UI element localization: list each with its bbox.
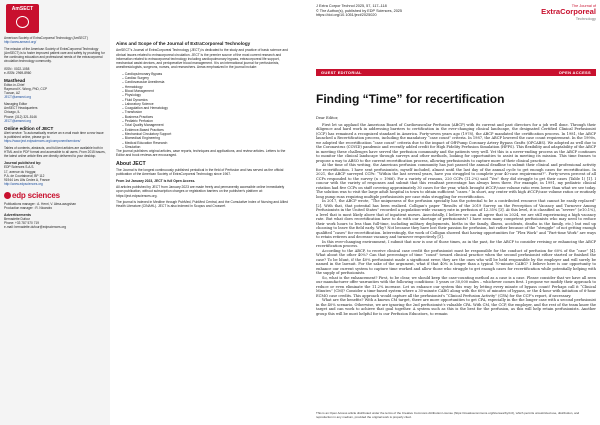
topic-item: – Biomedical Engineering <box>122 136 291 140</box>
topic-item: – Pediatric Perfusion <box>122 119 291 123</box>
paragraph: In 2017, the ABCP wrote, “The uniqueness of the perfusion specialty has the potential to be a contributed resource that cannot be easily replaced” [2]. With that, that potential has been realized. Colligan’s paper “Results of the 2019 Survey on the Perception of Vacancy and Turnover Among Perfusionists in the United States” recorded a population-wide vacancy rate in perfusion of 12.35% [3]. At this level, it is classified as “severe” (≥10.1%), a level that is most likely above that of inpatient nurses. Anecdotally, I believe we can all agree that in 2024, we are still experiencing a high vacancy rate. But what does recertification have to do with our shortage of perfusionists? I have seen many competent perfusionists who may need to reduce their work hours to less than full-time, including military deployments, births in the family, illness, accidents, deaths in the family, etc.) but end up choosing to leave the field early. Why? Not because they have lost their passion for perfusion, but rather because of the “struggle” of not getting enough qualified “cases” for recertification. Interestingly, the work of Colligan showed that having opportunities for “Flex Work” and “Part-time Work” are ways to retain retirees and decrease vacancy and turnover respectively [3]. <box>316 199 596 239</box>
topic-item: – Blood Management <box>122 89 291 93</box>
managing-editor-org: AmSECT Headquarters <box>4 106 38 111</box>
journal-logo-main: ExtraCorporeal <box>541 7 596 16</box>
edp-sciences-logo <box>4 192 106 199</box>
citation-line: J Extra Corpor Technol 2025, 57, 117–118 <box>316 4 387 8</box>
journal-sidebar <box>0 0 110 425</box>
production-manager: Production manager : R. Nicandro <box>4 206 53 210</box>
salutation: Dear Editor, <box>316 116 339 120</box>
published-by-heading: Journal published by: <box>4 161 42 166</box>
alert-service-text: Alert service: To automatically receive an e-mail each time a new issue is published online, please go to: <box>4 130 104 139</box>
publisher-address-3: 91944 Les Ulis Cedex A, France <box>4 177 50 182</box>
journal-logo-tech: Technology <box>575 16 596 21</box>
paragraph: First let us applaud the American Board of Cardiovascular Perfusion (ABCP) with its current and past directors for a job well done. Through their diligence and hard work in addressing barriers to certification in the ever-changing clinical landscape, the designated Certified Clinical Perfusionist (CCP) has remained a recognized standard in America. Forty-seven years ago (1978), the ABCP mandated the certification process. In 1981, the ABCP launched a Recertification process, including the mandatory “case count” criteria. In 1987, the ABCP lowered the case count requirement. In the 1990s, we adopted the recertification “case count” criteria due to the impact of Off-Pump Coronary Artery Bypass Grafts (OPCABS). We adopted as well due to the Coronavirus (COVID) pandemic and recently added credit for High Fidelity Perfusion Simulation (HFPS). This flexibility and adaptability of the ABCP in meeting these challenges have served the perfusion community and the patients very well. Yet this is a never-ending process as the ABCP continues to monitor the clinical landscape through surveys and other methods, looking for opportunities to assist in meeting its mission. This time frames to propose a way to ABSO to the current recertification process, allowing perfusionists to capture more of their clinical practice. <box>316 122 596 163</box>
editor-role: Editor-in-Chief <box>4 82 25 87</box>
topic-item: – Hematology <box>122 85 291 89</box>
managing-editor-city: Chicago, IL <box>4 110 21 115</box>
publisher-address-2: P.A. de Courtaboeuf, BP 112 <box>4 173 45 178</box>
doi-link[interactable]: https://doi.org/10.1051/ject/2025020 <box>316 13 377 18</box>
aims-intro: AmSECT's Journal of ExtraCorporeal Technology (JECT) is dedicated to the study and practice of basic science and clinical issues related to extracorporeal circulation. JECT is the premier source of the most current research and information related to extracorporeal technology including cardiopulmonary bypass, extracorporeal life support, mechanical assist devices, and perioperative blood management. It is an international journal for perfusionists, anesthesiologists, surgeons, nurses, and researchers. Areas emphasized in the journal include: <box>116 48 288 70</box>
org-name: American Society of ExtraCorporeal Technology (AmSECT) <box>4 36 88 40</box>
ads-contact-phone: Phone: +33 787 570 719 <box>4 221 40 226</box>
editor-email-link[interactable]: JECT@amsect.org <box>4 95 31 100</box>
paragraph: According to the ABCP, to receive clinical case credit the perfusionist must be responsible for the conduct of perfusion for 60% of the “case” [4]. What about the other 40%? Can that percentage of time “count” toward clinical practice when the second perfusionist either started or finished the case? To be blunt, if the 40% perfusionist made a significant error, they are the ones who will be held responsible by the employer and will surely be named in the lawsuit. For the sake of the argument, what if that 40% is longer than a typical 70-minute CABG? I believe here is our opportunity to enhance our current system to capture time worked and allow those who struggle to get enough cases for recertification while potentially helping with the supply of perfusionists. <box>316 248 596 275</box>
topic-item: – Physiology <box>122 93 291 97</box>
copyright-line: © The Author(s), published by EDP Sciences, 2025 <box>316 8 403 13</box>
amsect-logo <box>6 4 39 33</box>
topic-item: – Cardiopulmonary Bypass <box>122 72 291 76</box>
section-label: GUEST EDITORIAL <box>321 70 362 75</box>
open-access-label: OPEN ACCESS <box>558 70 591 75</box>
org-link[interactable]: http://www.amsect.org/ <box>4 40 37 45</box>
open-access-notice: From 1st January 2023, JECT is full Open Access. <box>116 178 196 183</box>
paragraph: At the time of this writing, the American perfusion community has just passed the annual deadline to submit their clinical and professional activity for recertification. I have sent perfusionists, myself included, almost until the last day of the annual cycle to get enough cases for recertification. In 2021, the ABCP surveyed CCPs: “Within the last several years, have you struggled to complete your 40-case requirement?”. Forty-seven percent of all CCPs responded to the survey (n = 1966). For a variety of reasons, 220 CCPs (11.2%) said “Yes” they did struggle to get their cases (Table 1) [1]. I concur with the variety of responses and submit that this resultant percentage has always been there. For example, in 1991, my pediatric clinical rotation had five CCPs on staff covering approximately 30 cases for the year, which brought #CCP/case volume ratio even lower than what we see today. The solution was to visit the large adult hospital in town to obtain sufficient “cases.” In short, any center with high #CCP/case volume ratios or routinely long pump runs requiring multiple perfusionists per case risks struggling for recertification. <box>316 163 596 199</box>
journal-logo <box>526 4 596 21</box>
masthead-heading: Masthead <box>4 77 26 83</box>
topic-item: – Business Practices <box>122 115 291 119</box>
about-text: The Journal is the longest continuously published periodical in the field of Perfusion and has served as the official publication of the American Society of ExtraCorporeal Technology since 1967. <box>116 168 284 177</box>
topic-item: – Evidence-Based Practices <box>122 128 291 132</box>
license-footer: This is an Open Access article distributed under the terms of the Creative Commons Attribution License (https://creativecommons.org/licenses/by/4.0), which permits unrestricted use, distribution, and reproduction in any medium, provided the original work is properly cited. <box>316 411 580 419</box>
topic-item: – Fluid Dynamics <box>122 98 291 102</box>
editor-name: Raymond K. Wong, PhD, CCP <box>4 86 48 91</box>
topic-item: – Transfusion <box>122 110 291 114</box>
paragraph: So, what is the enhancement? First, to be clear, we should keep the case-counting method as a case is a case. Please consider that we have all seen our manufacturer offer warranties with the following conditions: 5 years or 30,000 miles – whichever comes first. I propose we modify their approach to reduce or even eliminate the 11.2% increase. Let us enhance our system this way: by letting every minute of bypass count! Perhaps call it “Clinical Minutes” (CM)? Consider a time-based system where a 30-minute CABG along with the 60% of minutes of bypass, or the 4-hour with initiation of 6-hour ECMO case credits. This approach would capture all the perfusionist’s “Clinical Perfusion Activity” (CPA) for the CCP’s report, if necessary. <box>316 275 596 298</box>
topic-item: – Coagulation and Hematology <box>122 106 291 110</box>
editor-location: Tucson, AZ <box>4 91 21 96</box>
managing-editor-phone: Phone: (312) 321-5146 <box>4 114 37 119</box>
paragraph: In this ever-changing environment, I submit that now is one of those times, as in the past, for the ABCP to consider revising or enhancing the ABCP recertification process. <box>316 239 596 248</box>
tables-note: Tables of contents, abstracts, and full-text articles are available both in HTML and in PDF format and accessible to all users. From 2015 issues, the latest online article files are directly delivered to your desktop. <box>4 146 106 159</box>
topic-item: – Total Quality Management <box>122 123 291 127</box>
indexing-text: The journal is indexed in Medline through PubMed, PubMed Central, and the Cumulative Index of Nursing and Allied Health Literature (CINAHL). JECT is also indexed in Scopus and Crossref. <box>116 199 288 209</box>
journal-logo-the: The Journal of <box>571 4 596 8</box>
aims-and-scope <box>116 42 291 210</box>
topic-item: – Medical Education Research <box>122 141 291 145</box>
online-edition-heading: Online edition of JECT <box>4 125 54 131</box>
article-body <box>316 116 596 316</box>
mission-text: The mission of the American Society of ExtraCorporeal Technology (AmSECT) is to foster improved patient care and safety by providing for the continuing education and professional needs of the extracorporeal circulation technology community. <box>4 47 105 64</box>
topic-item: – Cardiac Surgery <box>122 76 291 80</box>
heart-icon <box>16 16 29 28</box>
section-bar <box>316 69 596 76</box>
eissn: e-ISSN: 2969-8960 <box>4 70 32 75</box>
topics-list <box>116 72 291 149</box>
publisher-address-1: 17, avenue du Hoggar, <box>4 169 37 174</box>
publisher-name: EDP Sciences S.A.S. <box>4 165 35 170</box>
about-heading: About JECT <box>116 160 146 167</box>
article-title: Finding “Time” for recertification <box>316 92 505 106</box>
publications-manager: Publications manager : A. Henri, V. Alma-azugshan <box>4 201 76 206</box>
ads-contact-name: Bernadette Dufour <box>4 217 31 222</box>
open-access-text: All articles published by JECT from January 2023 are made freely and permanently accessible online immediately upon publication, without subscription charges or registration barriers on the publisher's platform at: https://ject.edpsciences.org. <box>116 184 285 198</box>
managing-editor-email-link[interactable]: JECT@amsect.org <box>4 118 31 123</box>
topic-item: – Cardiovascular Anesthesia <box>122 80 291 84</box>
publisher-link[interactable]: http://www.edpsciences.org <box>4 181 43 186</box>
article-header <box>316 4 596 52</box>
topic-item: – Simulation <box>122 145 291 149</box>
edp-logo-dot-icon <box>4 192 11 199</box>
aims-heading: Aims and Scope of the Journal of ExtraCorporeal Technology <box>116 41 251 46</box>
amsect-logo-text: AmSECT <box>11 6 34 12</box>
managing-editor-role: Managing Editor <box>4 102 28 107</box>
paragraph: What are the benefits? With a known CM target, there are more opportunities to get CPA, especially in the the longer case with a second perfusionist in the 40% scenario. Otherwise, we are ignoring the 2nd perfusionist’s valuable CPA. With CM, the CCP, the employer, and the rest of the team know the target and can work to achieve that goal together. A system such as this is the best for the perfusion, as this will help retain perfusionists. Another group this will be most helpful for is our Perfusion Educators, to remain <box>316 298 596 316</box>
alert-service-link[interactable]: https://www.ject.edpsciences.org/component/services/ <box>4 138 81 143</box>
edp-logo-text: edp sciences <box>12 190 60 200</box>
issn: ISSN : 0022-1058 <box>4 66 30 71</box>
topic-item: – Mechanical Circulatory Support <box>122 132 291 136</box>
topic-item: – Laboratory Science <box>122 102 291 106</box>
ads-contact-email: e-mail: bernadette.dufour@edpsciences.org <box>4 225 67 230</box>
advertisements-heading: Advertisements <box>4 213 31 218</box>
aims-closing: The journal publishes original articles, case reports, techniques and applications, and review articles. Letters to the Editor and book reviews are encouraged. <box>116 149 286 158</box>
